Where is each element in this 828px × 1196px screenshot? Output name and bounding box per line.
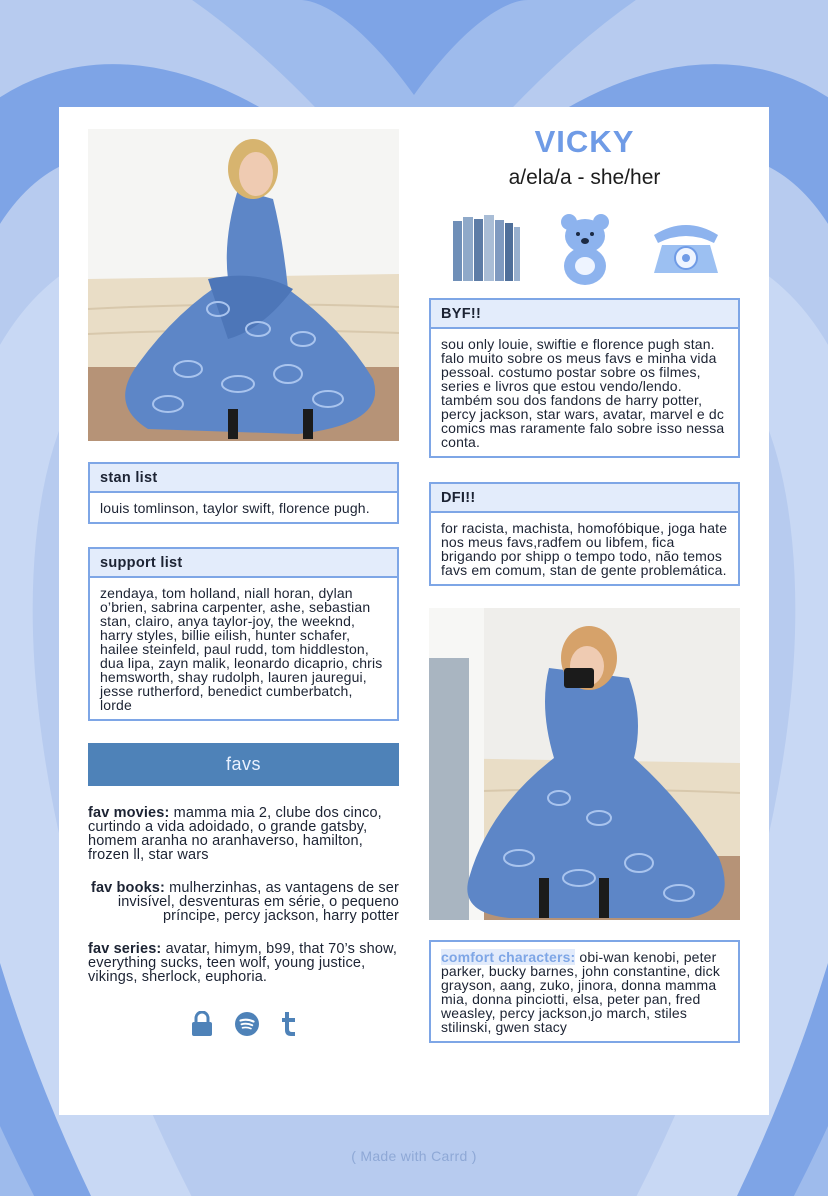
fav-books — [88, 881, 399, 923]
made-with-carrd-link[interactable]: ( Made with Carrd ) — [351, 1148, 477, 1164]
support-list-box — [88, 547, 399, 721]
byf-title: BYF!! — [431, 300, 738, 329]
stan-list-box — [88, 462, 399, 524]
social-links — [88, 1011, 399, 1037]
byf-box — [429, 298, 740, 458]
profile-photo — [88, 129, 399, 441]
fav-books-label: fav books: — [90, 880, 165, 896]
fav-series — [88, 942, 399, 984]
left-column — [88, 129, 399, 1037]
comfort-text — [431, 942, 738, 1041]
books-icon — [451, 215, 521, 283]
spotify-icon[interactable] — [235, 1012, 259, 1036]
lock-icon[interactable] — [191, 1011, 213, 1037]
decor-icons — [451, 210, 724, 288]
fav-movies — [88, 806, 399, 862]
profile-card — [59, 107, 769, 1115]
fav-books-text: mulherzinhas, as vantagens de ser invisível, desventuras em série, o pequeno príncipe, percy jackson, harry potter — [117, 880, 399, 924]
dfi-box — [429, 482, 740, 586]
comfort-box — [429, 940, 740, 1043]
telephone-icon — [648, 219, 724, 279]
dfi-text: for racista, machista, homofóbique, joga hate nos meus favs,radfem ou libfem, fica brigando por shipp o tempo todo, não temos favs em comum, stan de gente problemática. — [441, 520, 728, 578]
tumblr-icon[interactable] — [281, 1011, 297, 1037]
right-column — [429, 124, 740, 1043]
fav-series-label: fav series: — [88, 941, 162, 957]
comfort-list: obi-wan kenobi, peter parker, bucky barnes, john constantine, dick grayson, aang, zuko, jinora, donna mamma mia, donna pinciotti, elsa, peter pan, fred weasley, percy jackson,jo march, stiles stilinski, gwen stacy — [441, 949, 720, 1035]
comfort-label: comfort characters: — [441, 949, 576, 965]
profile-name: VICKY — [534, 124, 635, 159]
second-photo — [429, 608, 740, 920]
byf-text: sou only louie, swiftie e florence pugh stan. falo muito sobre os meus favs e minha vida pessoal. costumo postar sobre os filmes, series e livros que estou vendo/lendo. também sou dos fandons de harry potter, percy jackson, star wars, avatar, marvel e dc comics mas raramente falo sobre isso nessa conta. — [441, 336, 725, 450]
stan-list-text: louis tomlinson, taylor swift, florence pugh. — [100, 500, 370, 516]
fav-series-text: avatar, himym, b99, that 70’s show, everything sucks, teen wolf, young justice, vikings, sherlock, euphoria. — [88, 941, 398, 985]
favs-heading: favs — [88, 743, 399, 786]
fav-movies-text: mamma mia 2, clube dos cinco, curtindo a vida adoidado, o grande gatsby, homem aranha no aranhaverso, hamilton, frozen ll, star wars — [88, 805, 382, 863]
profile-pronouns: a/ela/a - she/her — [508, 166, 661, 189]
stan-list-title: stan list — [90, 464, 397, 493]
dfi-title: DFI!! — [431, 484, 738, 513]
support-list-text: zendaya, tom holland, niall horan, dylan o’brien, sabrina carpenter, ashe, sebastian stan, clairo, anya taylor-joy, the weeknd, harry styles, billie eilish, hunter schafer, hailee steinfeld, paul rudd, tom hiddleston, dua lipa, zayn malik, leonardo dicaprio, chris hemsworth, shay rudolph, lauren jauregui, jesse rutherford, benedict cumberbatch, lorde — [100, 585, 383, 713]
support-list-title: support list — [90, 549, 397, 578]
fav-movies-label: fav movies: — [88, 805, 170, 821]
care-bear-icon — [555, 212, 615, 286]
